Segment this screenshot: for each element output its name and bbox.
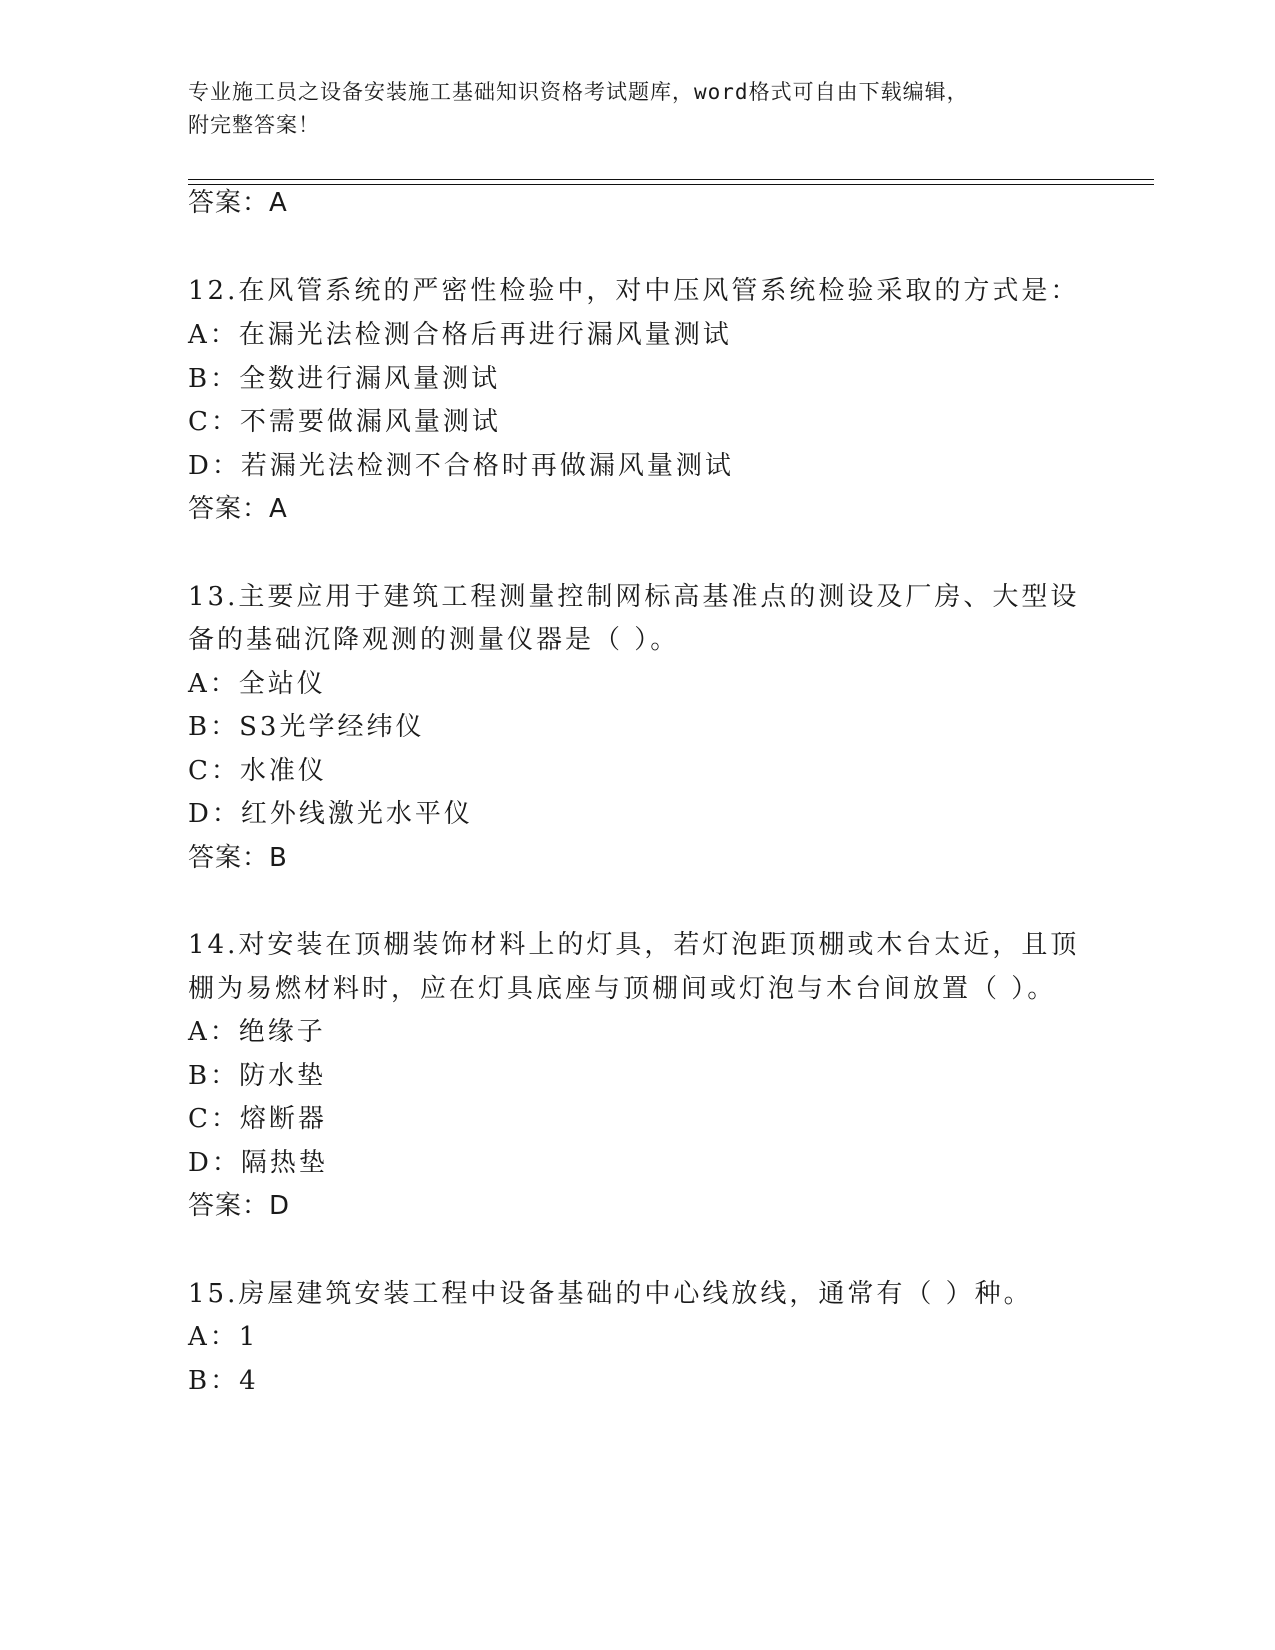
question-12-option-a: A：在漏光法检测合格后再进行漏风量测试 (188, 320, 732, 350)
question-14-stem-line-1: 14.对安装在顶棚装饰材料上的灯具，若灯泡距顶棚或木台太近，且顶 (188, 930, 1080, 960)
question-14-stem-line-2: 棚为易燃材料时，应在灯具底座与顶棚间或灯泡与木台间放置（ ）。 (188, 974, 1057, 1004)
question-13-stem-line-2: 备的基础沉降观测的测量仪器是（ ）。 (188, 625, 680, 655)
header-divider-top (188, 179, 1154, 180)
header-line-1: 专业施工员之设备安装施工基础知识资格考试题库，word格式可自由下载编辑， (188, 80, 969, 104)
question-14-option-c: C：熔断器 (188, 1104, 327, 1134)
prev-answer: 答案：A (188, 188, 288, 218)
question-14-option-b: B：防水垫 (188, 1061, 327, 1091)
header-line-2: 附完整答案！ (188, 113, 320, 137)
question-14-option-d: D：隔热垫 (188, 1148, 328, 1178)
question-13-option-a: A：全站仪 (188, 669, 326, 699)
question-15-stem: 15.房屋建筑安装工程中设备基础的中心线放线，通常有（ ）种。 (188, 1279, 1033, 1309)
question-14-answer: 答案：D (188, 1191, 291, 1221)
question-13-answer: 答案：B (188, 843, 288, 873)
question-12-option-b: B：全数进行漏风量测试 (188, 364, 501, 394)
question-15-option-a: A：1 (188, 1322, 259, 1352)
header-divider-bottom (188, 184, 1154, 185)
question-14-option-a: A：绝缘子 (188, 1017, 326, 1047)
question-13-option-b: B：S3光学经纬仪 (188, 712, 425, 742)
question-13-stem-line-1: 13.主要应用于建筑工程测量控制网标高基准点的测设及厂房、大型设 (188, 582, 1080, 612)
question-15-option-b: B：4 (188, 1366, 259, 1396)
question-12-option-c: C：不需要做漏风量测试 (188, 407, 501, 437)
question-12-option-d: D：若漏光法检测不合格时再做漏风量测试 (188, 451, 734, 481)
document-header (188, 76, 1068, 142)
question-13-option-c: C：水准仪 (188, 756, 327, 786)
question-12-answer: 答案：A (188, 494, 288, 524)
question-12-stem: 12.在风管系统的严密性检验中，对中压风管系统检验采取的方式是： (188, 276, 1080, 306)
question-13-option-d: D：红外线激光水平仪 (188, 799, 473, 829)
